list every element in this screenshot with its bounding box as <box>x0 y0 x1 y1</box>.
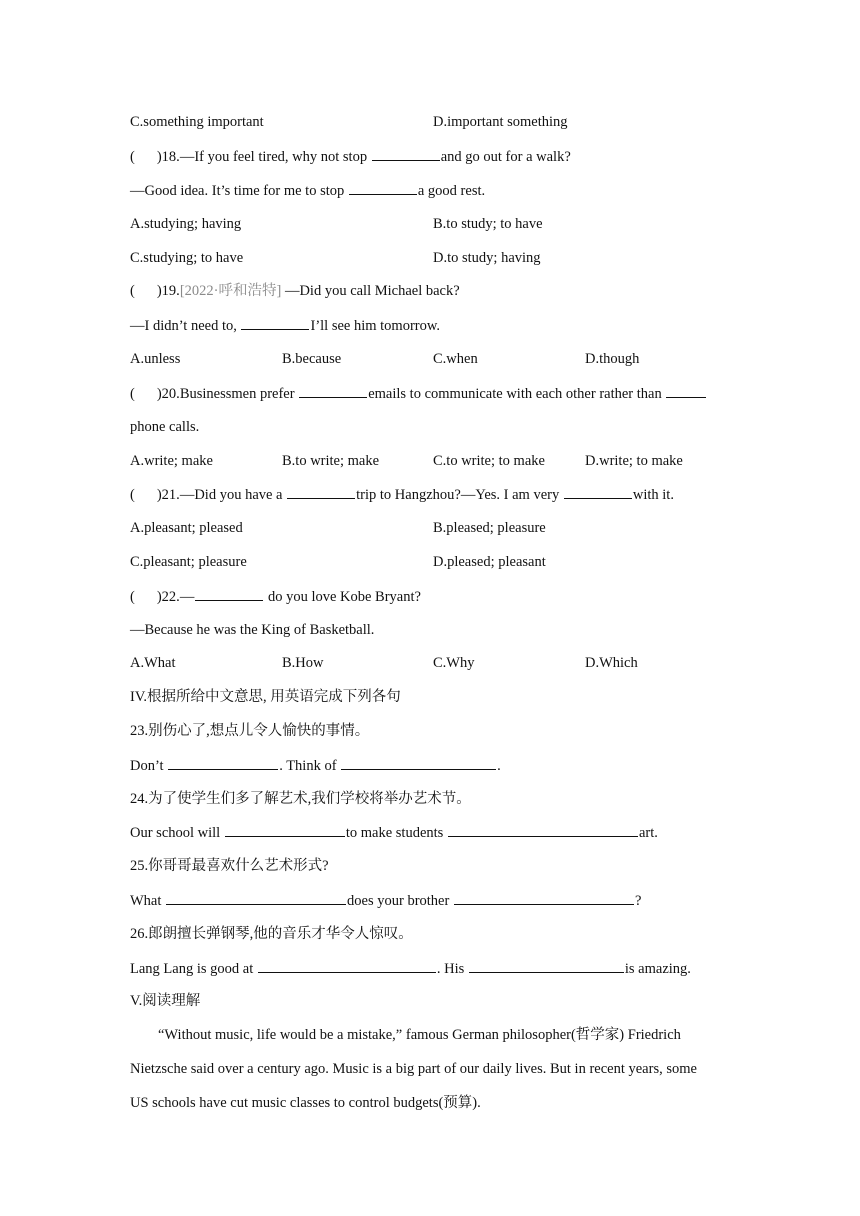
answer-paren: ( <box>130 487 135 503</box>
sentence-text: does your brother <box>347 893 453 909</box>
answer-blank[interactable] <box>299 383 367 398</box>
passage-line: US schools have cut music classes to control budgets(预算). <box>130 1095 481 1111</box>
q20-stem <box>130 383 750 404</box>
q22-option-b: B.How <box>282 655 324 671</box>
q19-stem <box>130 281 750 301</box>
answer-blank[interactable] <box>469 958 624 973</box>
q21-option-b: B.pleased; pleasure <box>433 520 546 536</box>
q25-chinese: 25.你哥哥最喜欢什么艺术形式? <box>130 858 329 874</box>
passage-line: Nietzsche said over a century ago. Music is a big part of our daily lives. But in recent years, some <box>130 1061 697 1077</box>
answer-paren: ( <box>130 149 135 165</box>
question-number: )18. <box>156 149 180 165</box>
answer-blank[interactable] <box>666 383 706 398</box>
q21-option-a: A.pleasant; pleased <box>130 520 243 536</box>
q19-option-d: D.though <box>585 351 640 367</box>
answer-blank[interactable] <box>454 890 634 905</box>
stem-text: I’ll see him tomorrow. <box>310 318 441 334</box>
q21-option-c: C.pleasant; pleasure <box>130 554 247 570</box>
answer-blank[interactable] <box>241 315 309 330</box>
answer-paren: ( <box>130 386 135 402</box>
section-v-title: V.阅读理解 <box>130 993 201 1009</box>
stem-text: and go out for a walk? <box>440 149 571 165</box>
q22-stem <box>130 586 750 607</box>
q24-english <box>130 822 750 843</box>
q22-option-d: D.Which <box>585 655 638 671</box>
stem-text: —If you feel tired, why not stop <box>179 149 371 165</box>
answer-blank[interactable] <box>349 180 417 195</box>
q25-english <box>130 890 750 911</box>
stem-text: Businessmen prefer <box>179 386 299 402</box>
sentence-text: Don’t <box>130 758 168 774</box>
answer-blank[interactable] <box>225 822 345 837</box>
sentence-text: Lang Lang is good at <box>130 961 257 977</box>
question-number: )22. <box>156 589 180 605</box>
q18-line2 <box>130 180 750 201</box>
q17-option-c: C.something important <box>130 114 264 130</box>
answer-blank[interactable] <box>195 586 263 601</box>
q17-option-d: D.important something <box>433 114 568 130</box>
answer-blank[interactable] <box>341 755 496 770</box>
q23-english <box>130 755 750 776</box>
q26-chinese: 26.郎朗擅长弹钢琴,他的音乐才华令人惊叹。 <box>130 926 413 942</box>
q21-option-d: D.pleased; pleasant <box>433 554 546 570</box>
sentence-text: Our school will <box>130 825 224 841</box>
sentence-text: is amazing. <box>624 961 691 977</box>
q23-chinese: 23.别伤心了,想点儿令人愉快的事情。 <box>130 723 370 739</box>
sentence-text: ? <box>634 893 642 909</box>
q26-english <box>130 958 750 979</box>
q20-option-a: A.write; make <box>130 453 213 469</box>
sentence-text: to make students <box>345 825 447 841</box>
q18-option-d: D.to study; having <box>433 250 541 266</box>
q24-chinese: 24.为了使学生们多了解艺术,我们学校将举办艺术节。 <box>130 791 471 807</box>
q22-line2: —Because he was the King of Basketball. <box>130 622 375 638</box>
answer-paren: ( <box>130 589 135 605</box>
stem-text: —Did you call Michael back? <box>281 283 460 299</box>
answer-blank[interactable] <box>372 146 440 161</box>
answer-blank[interactable] <box>258 958 436 973</box>
stem-text: — <box>179 589 195 605</box>
q22-option-a: A.What <box>130 655 176 671</box>
q20-option-b: B.to write; make <box>282 453 380 469</box>
answer-paren: ( <box>130 283 135 299</box>
answer-blank[interactable] <box>287 484 355 499</box>
q18-option-c: C.studying; to have <box>130 250 244 266</box>
stem-text: with it. <box>632 487 674 503</box>
reading-passage <box>130 1018 730 1120</box>
answer-blank[interactable] <box>448 822 638 837</box>
section-iv-title: IV.根据所给中文意思, 用英语完成下列各句 <box>130 689 401 705</box>
q19-line2 <box>130 315 750 336</box>
q18-option-a: A.studying; having <box>130 216 242 232</box>
q20-line2: phone calls. <box>130 419 200 435</box>
sentence-text: . Think of <box>279 758 341 774</box>
question-number: )19. <box>156 283 180 299</box>
question-source: [2022·呼和浩特] <box>179 283 282 299</box>
stem-text: emails to communicate with each other rather than <box>368 386 666 402</box>
stem-text: a good rest. <box>417 183 486 199</box>
q19-option-b: B.because <box>282 351 342 367</box>
q19-option-a: A.unless <box>130 351 181 367</box>
stem-text: trip to Hangzhou?—Yes. I am very <box>356 487 563 503</box>
q20-option-c: C.to write; to make <box>433 453 545 469</box>
passage-line: “Without music, life would be a mistake,” famous German philosopher(哲学家) Friedrich <box>158 1027 681 1043</box>
stem-text: do you love Kobe Bryant? <box>264 589 421 605</box>
q20-option-d: D.write; to make <box>585 453 683 469</box>
sentence-text: What <box>130 893 166 909</box>
q22-option-c: C.Why <box>433 655 475 671</box>
stem-text: —I didn’t need to, <box>130 318 241 334</box>
sentence-text: art. <box>638 825 658 841</box>
answer-blank[interactable] <box>168 755 278 770</box>
stem-text: —Did you have a <box>179 487 287 503</box>
answer-blank[interactable] <box>166 890 346 905</box>
q19-option-c: C.when <box>433 351 478 367</box>
question-number: )21. <box>156 487 180 503</box>
sentence-text: . His <box>436 961 468 977</box>
answer-blank[interactable] <box>564 484 632 499</box>
question-number: )20. <box>156 386 180 402</box>
q18-stem <box>130 146 750 167</box>
q21-stem <box>130 484 750 505</box>
q18-option-b: B.to study; to have <box>433 216 543 232</box>
sentence-text: . <box>497 758 501 774</box>
stem-text: —Good idea. It’s time for me to stop <box>130 183 348 199</box>
